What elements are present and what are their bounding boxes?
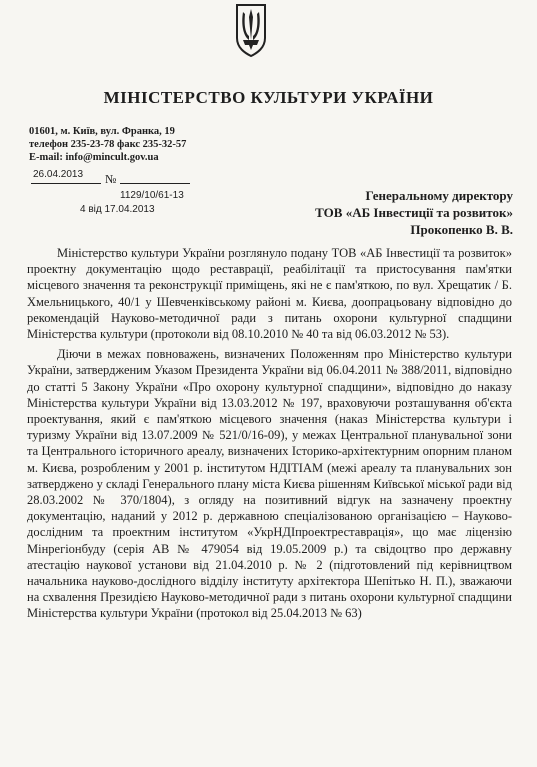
recipient-name: Прокопенко В. В. [410,222,513,237]
date-underline [31,183,101,184]
number-underline [120,183,190,184]
number-sign: № [105,172,117,186]
recipient-block [315,187,513,238]
reply-reference: 4 від 17.04.2013 [80,204,155,215]
ministry-title: МІНІСТЕРСТВО КУЛЬТУРИ УКРАЇНИ [103,88,434,107]
registration-date: 26.04.2013 [33,169,84,180]
trident-emblem-icon [231,2,271,58]
registration-number: 1129/10/61-13 [120,190,184,201]
email-line: E-mail: info@mincult.gov.ua [29,152,159,163]
body-paragraph-2: Діючи в межах повноважень, визначених Положенням про Міністерство культури України, затвердженим Указом Президента України від 06.04.2011 № 388/2011, відповідно до статті 5 Закону України «Про охорону культурної спадщини», відповідно до наказу Міністерства культури України від 13.03.2012 № 197, враховуючи розташування об'єкта проектування, який є пам'яткою місцевого значення (наказ Міністерства культури і туризму України від 13.07.2009 № 521/0/16-09), у межах Центральної планувальної зони та Центрального історичного ареалу, визначених Історико-архітектурним опорним планом м. Києва, розробленим у 2001 р. інститутом НДІТІАМ (межі ареалу та планувальних зон затверджено у складі Генерального плану міста Києва рішенням Київської міської ради від 28.03.2002 № 370/1804), з огляду на позитивний відгук на зазначену проектну документацію, наданий у 2012 р. державною спеціалізованою організацією – Науково-дослідним та проектним інститутом «УкрНДІпроектреставрація», що має ліцензію Мінрегіонбуду (серія АВ № 479054 від 19.05.2009 р.) та свідоцтво про державну атестацію наукової установи від 21.04.2010 р. № 2 (підготовлений під керівництвом начальника науково-дослідного відділу інституту архітектора Шепітько Н. П.), зважаючи на схвалення Президією Науково-методичної ради з питань охорони культурної спадщини Міністерства культури України (протокол від 25.04.2013 № 63) [27,347,512,621]
recipient-company: ТОВ «АБ Інвестиції та розвиток» [315,205,513,220]
recipient-position: Генеральному директору [365,188,513,203]
address-line: 01601, м. Київ, вул. Франка, 19 [29,126,175,137]
body-paragraph-1: Міністерство культури України розглянуло подану ТОВ «АБ Інвестиції та розвиток» проектну документацію щодо реставрації, реабілітації та пристосування пам'ятки місцевого значення та реконструкції приміщень, які не є пам'яткою, по вул. Хрещатик / Б. Хмельницького, 40/1 у Шевченківському районі м. Києва, доопрацьовану відповідно до рекомендацій Науково-методичної ради з питань охорони культурної спадщини Міністерства культури (протоколи від 08.10.2010 № 40 та від 06.03.2012 № 53). [27,246,512,342]
letter-body [27,245,512,622]
phone-line: телефон 235-23-78 факс 235-32-57 [29,139,187,150]
